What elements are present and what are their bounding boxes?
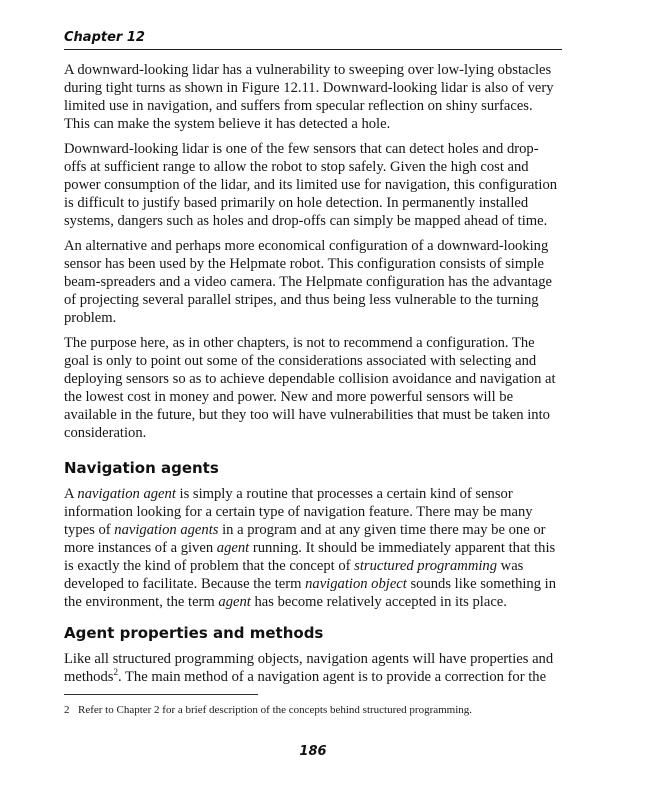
italic-term: structured programming	[354, 558, 498, 574]
paragraph-agent-properties	[64, 650, 560, 686]
footnote-text: Refer to Chapter 2 for a brief description of the concepts behind structured programming.	[78, 704, 473, 716]
text-run: is simply a routine that processes a certain kind of sensor information looking for a certain type of navigation feature. There may be many types of	[64, 486, 533, 538]
paragraph-purpose: The purpose here, as in other chapters, is not to recommend a configuration. The goal is only to point out some of the considerations associated with selecting and deploying sensors so as to achieve dependable collision avoidance and navigation at the lowest cost in money and power. New and more powerful sensors will be available in the future, but they too will have vulnerabilities that must be taken into consideration.	[64, 335, 556, 441]
section-heading-agent-properties: Agent properties and methods	[64, 624, 324, 642]
footnote-mark: 2	[64, 704, 70, 716]
text-run: running. It should be immediately apparent that this is exactly the kind of problem that the concept of	[64, 540, 556, 574]
paragraph-hole-detection: Downward-looking lidar is one of the few sensors that can detect holes and drop-offs at sufficient range to allow the robot to stop safely. Given the high cost and power consumption of the lidar, and its limited use for navigation, this configuration is difficult to justify based primarily on hole detection. In permanently installed systems, dangers such as holes and drop-offs can simply be mapped ahead of time.	[64, 141, 558, 229]
text-run: . The main method of a navigation agent is to provide a correction for the	[117, 669, 547, 685]
body-text	[64, 61, 560, 693]
italic-term: agent	[216, 540, 250, 556]
chapter-running-head: Chapter 12	[64, 30, 145, 45]
paragraph-navigation-agents	[64, 485, 560, 611]
italic-term: agent	[218, 594, 251, 610]
italic-term: navigation agent	[77, 486, 176, 502]
text-run: in a program and at any given time there may be one or more instances of a given	[64, 522, 546, 556]
text-run: sounds like something in the environment, the term	[64, 576, 557, 610]
section-heading-navigation-agents: Navigation agents	[64, 459, 219, 477]
paragraph-helpmate: An alternative and perhaps more economical configuration of a downward-looking sensor has been used by the Helpmate robot. This configuration consists of simple beam-spreaders and a video camera. The Helpmate configuration has the advantage of projecting several parallel stripes, and thus being less vulnerable to the turning problem.	[64, 238, 552, 326]
footnote-reference[interactable]: 2	[113, 667, 118, 678]
italic-term: navigation object	[305, 576, 407, 592]
text-run: Like all structured programming objects, navigation agents will have properties and methods	[64, 651, 554, 685]
text-run: was developed to facilitate. Because the term	[64, 558, 524, 592]
footnote-rule	[64, 694, 258, 695]
text-run: has become relatively accepted in its place.	[250, 594, 507, 610]
header-rule	[64, 49, 562, 50]
text-run: A	[64, 486, 78, 502]
page-number: 186	[299, 744, 327, 759]
paragraph-lidar-vulnerability: A downward-looking lidar has a vulnerability to sweeping over low-lying obstacles during tight turns as shown in Figure 12.11. Downward-looking lidar is also of very limited use in navigation, and suffers from specular reflection on shiny surfaces. This can make the system believe it has detected a hole.	[64, 62, 554, 132]
footnote	[64, 703, 560, 717]
italic-term: navigation agents	[114, 522, 219, 538]
